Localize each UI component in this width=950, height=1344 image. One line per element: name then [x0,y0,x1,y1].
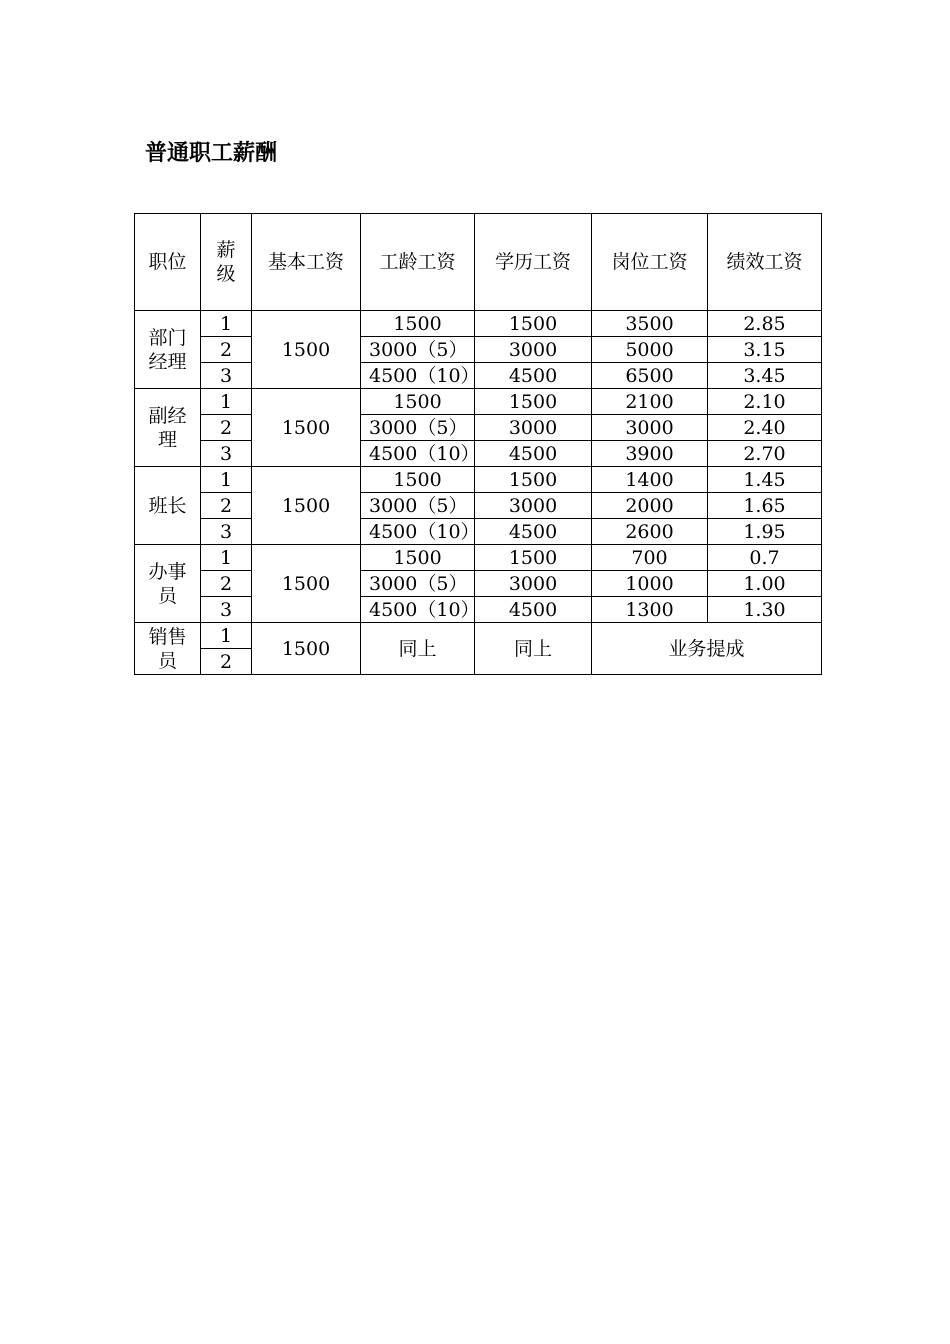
base-salary-cell: 1500 [252,545,361,623]
commission-cell: 业务提成 [592,623,822,675]
level-cell: 2 [201,493,252,519]
performance-salary-cell: 2.70 [708,441,822,467]
table-row [135,415,822,441]
seniority-salary-cell: 同上 [361,623,475,675]
education-salary-cell: 3000 [475,571,592,597]
post-salary-cell: 1300 [592,597,708,623]
performance-salary-cell: 1.95 [708,519,822,545]
level-cell: 2 [201,649,252,675]
performance-salary-cell: 1.45 [708,467,822,493]
base-salary-cell: 1500 [252,623,361,675]
seniority-salary-cell: 3000（5） [361,337,475,363]
table-row [135,493,822,519]
base-salary-cell: 1500 [252,467,361,545]
performance-salary-cell: 1.00 [708,571,822,597]
position-cell: 办事 员 [135,545,201,623]
table-row [135,545,822,571]
position-cell: 班长 [135,467,201,545]
performance-salary-cell: 2.10 [708,389,822,415]
table-row [135,597,822,623]
position-cell: 副经 理 [135,389,201,467]
seniority-salary-cell: 4500（10） [361,597,475,623]
post-salary-cell: 3900 [592,441,708,467]
level-cell: 1 [201,623,252,649]
level-cell: 3 [201,441,252,467]
post-salary-cell: 1400 [592,467,708,493]
table-row [135,623,822,649]
education-salary-cell: 4500 [475,363,592,389]
header-performance-salary: 绩效工资 [708,214,822,311]
performance-salary-cell: 1.30 [708,597,822,623]
table-row [135,571,822,597]
education-salary-cell: 3000 [475,337,592,363]
level-cell: 2 [201,571,252,597]
table-row [135,363,822,389]
seniority-salary-cell: 4500（10） [361,363,475,389]
table-row [135,441,822,467]
post-salary-cell: 5000 [592,337,708,363]
level-cell: 3 [201,363,252,389]
seniority-salary-cell: 3000（5） [361,415,475,441]
level-cell: 2 [201,337,252,363]
education-salary-cell: 1500 [475,389,592,415]
education-salary-cell: 4500 [475,597,592,623]
post-salary-cell: 2100 [592,389,708,415]
level-cell: 3 [201,519,252,545]
level-cell: 1 [201,311,252,337]
header-position: 职位 [135,214,201,311]
table-row [135,337,822,363]
education-salary-cell: 4500 [475,441,592,467]
education-salary-cell: 1500 [475,467,592,493]
header-row [135,214,822,311]
seniority-salary-cell: 1500 [361,545,475,571]
table-row [135,519,822,545]
post-salary-cell: 2000 [592,493,708,519]
education-salary-cell: 3000 [475,493,592,519]
seniority-salary-cell: 4500（10） [361,519,475,545]
performance-salary-cell: 2.40 [708,415,822,441]
header-seniority-salary: 工龄工资 [361,214,475,311]
seniority-salary-cell: 3000（5） [361,571,475,597]
post-salary-cell: 3500 [592,311,708,337]
base-salary-cell: 1500 [252,311,361,389]
performance-salary-cell: 2.85 [708,311,822,337]
seniority-salary-cell: 1500 [361,311,475,337]
level-cell: 1 [201,389,252,415]
performance-salary-cell: 0.7 [708,545,822,571]
education-salary-cell: 1500 [475,311,592,337]
performance-salary-cell: 3.15 [708,337,822,363]
table-row [135,467,822,493]
post-salary-cell: 6500 [592,363,708,389]
seniority-salary-cell: 3000（5） [361,493,475,519]
performance-salary-cell: 1.65 [708,493,822,519]
seniority-salary-cell: 1500 [361,389,475,415]
table-row [135,311,822,337]
post-salary-cell: 700 [592,545,708,571]
level-cell: 1 [201,467,252,493]
post-salary-cell: 3000 [592,415,708,441]
seniority-salary-cell: 4500（10） [361,441,475,467]
header-post-salary: 岗位工资 [592,214,708,311]
level-cell: 3 [201,597,252,623]
page-title: 普通职工薪酬 [145,141,278,166]
header-education-salary: 学历工资 [475,214,592,311]
post-salary-cell: 2600 [592,519,708,545]
performance-salary-cell: 3.45 [708,363,822,389]
position-cell: 销售 员 [135,623,201,675]
header-base-salary: 基本工资 [252,214,361,311]
table-row [135,389,822,415]
education-salary-cell: 3000 [475,415,592,441]
position-cell: 部门 经理 [135,311,201,389]
base-salary-cell: 1500 [252,389,361,467]
education-salary-cell: 1500 [475,545,592,571]
level-cell: 2 [201,415,252,441]
salary-table [134,213,822,675]
seniority-salary-cell: 1500 [361,467,475,493]
level-cell: 1 [201,545,252,571]
education-salary-cell: 同上 [475,623,592,675]
post-salary-cell: 1000 [592,571,708,597]
header-level: 薪 级 [201,214,252,311]
education-salary-cell: 4500 [475,519,592,545]
